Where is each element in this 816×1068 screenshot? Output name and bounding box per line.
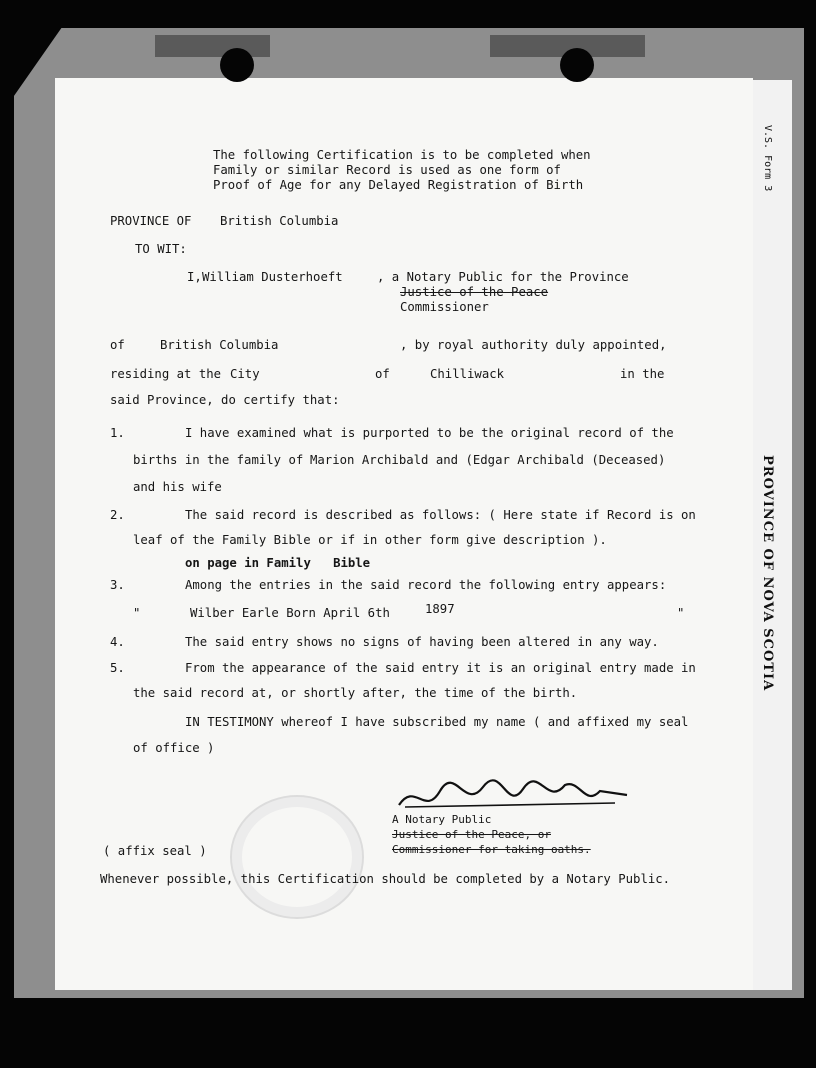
item-1-line-c: and his wife — [133, 480, 222, 494]
affix-seal: ( affix seal ) — [103, 844, 207, 858]
sig-line-1: A Notary Public — [392, 813, 492, 826]
header-line-2: Family or similar Record is used as one form of — [213, 163, 561, 177]
entry-quote-close: " — [677, 606, 685, 620]
item-1-line-b: births in the family of — [133, 453, 304, 467]
item-1-number: 1. — [110, 426, 125, 440]
to-wit: TO WIT: — [135, 242, 187, 256]
residing-label: residing at the — [110, 367, 222, 381]
residing-value: City — [230, 367, 260, 381]
notary-name: William Dusterhoeft — [202, 270, 343, 284]
entry-quote-open: " — [133, 606, 141, 620]
entry-year: 1897 — [425, 602, 455, 616]
royal-authority: , by royal authority duly appointed, — [400, 338, 667, 352]
testimony-line-a: IN TESTIMONY whereof I have subscribed my name ( and affixed my seal — [185, 715, 689, 729]
item-5-line-a: From the appearance of the said entry it is an original entry made in — [185, 661, 696, 675]
testimony-line-b: of office ) — [133, 741, 215, 755]
in-the: in the — [620, 367, 665, 381]
item-5-number: 5. — [110, 661, 125, 675]
item-2-number: 2. — [110, 508, 125, 522]
sig-line-3: Commissioner for taking oaths. — [392, 843, 591, 856]
form-number: V.S. Form 3 — [762, 125, 773, 192]
of2-label: of — [375, 367, 390, 381]
notary-seal — [230, 795, 364, 919]
item-4-text: The said entry shows no signs of having been altered in any way. — [185, 635, 659, 649]
item-2-line-b: leaf of the Family Bible or if in other form give description ). — [133, 533, 607, 547]
header-line-1: The following Certification is to be completed when — [213, 148, 591, 162]
family-value: Marion Archibald and (Edgar Archibald (Deceased) — [310, 453, 666, 467]
of-label: of — [110, 338, 125, 352]
justice-struck: Justice of the Peace — [400, 285, 549, 299]
item-5-line-b: the said record at, or shortly after, the time of the birth. — [133, 686, 578, 700]
footer-note: Whenever possible, this Certification should be completed by a Notary Public. — [100, 872, 671, 886]
certificate-page — [55, 78, 753, 990]
tape-left — [155, 35, 270, 57]
punch-hole-left — [220, 48, 254, 82]
header-line-3: Proof of Age for any Delayed Registration of Birth — [213, 178, 584, 192]
item-1-line-a: I have examined what is purported to be the original record of the — [185, 426, 674, 440]
i-label: I, — [187, 270, 202, 284]
said-province: said Province, do certify that: — [110, 393, 340, 407]
city-value: Chilliwack — [430, 367, 505, 381]
side-province-label: PROVINCE OF NOVA SCOTIA — [760, 455, 775, 692]
item-3-line-a: Among the entries in the said record the following entry appears: — [185, 578, 667, 592]
notary-for: , a Notary Public for the Province — [377, 270, 629, 284]
item-4-number: 4. — [110, 635, 125, 649]
signature — [395, 777, 630, 817]
commissioner: Commissioner — [400, 300, 489, 314]
item-2-line-a: The said record is described as follows: ( Here state if Record is on — [185, 508, 696, 522]
province-value: British Columbia — [220, 214, 339, 228]
record-description: on page in Family Bible — [185, 556, 371, 570]
item-3-number: 3. — [110, 578, 125, 592]
entry-value: Wilber Earle Born April 6th — [190, 606, 390, 620]
province-label: PROVINCE OF — [110, 214, 192, 228]
punch-hole-right — [560, 48, 594, 82]
of-value: British Columbia — [160, 338, 279, 352]
sig-line-2: Justice of the Peace, or — [392, 828, 551, 841]
